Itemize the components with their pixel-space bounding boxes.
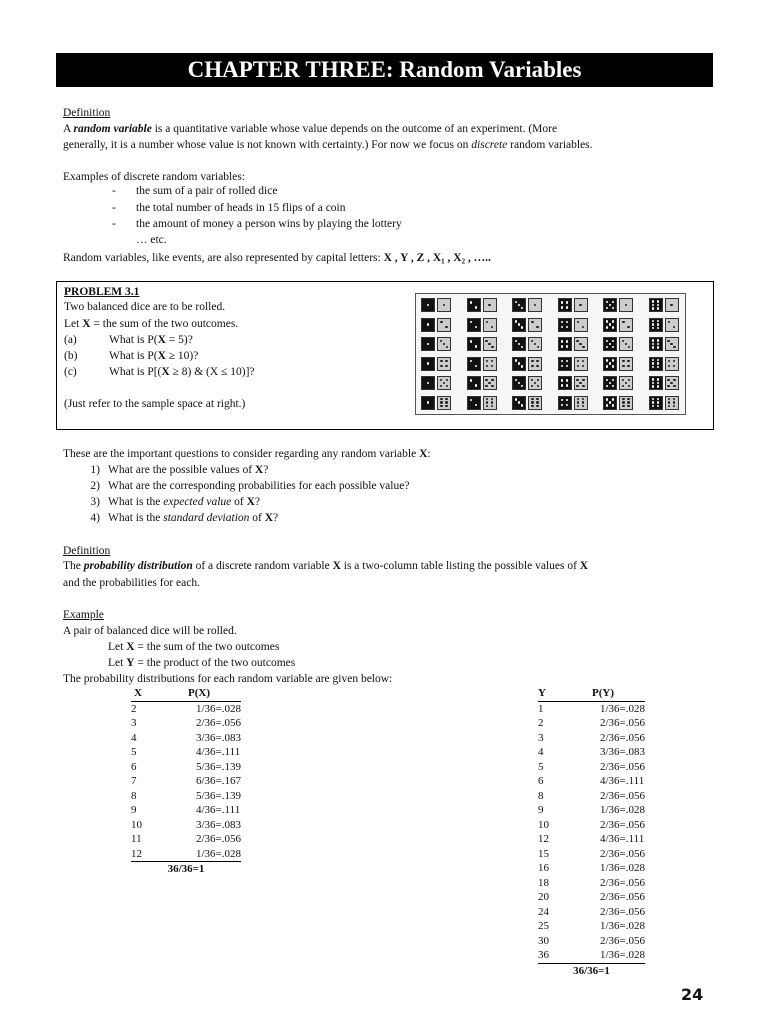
die-icon xyxy=(467,337,481,351)
value-cell: 9 xyxy=(538,804,544,816)
distribution-table-x xyxy=(131,686,241,877)
probability-cell: 1/36=.028 xyxy=(600,804,646,816)
table-row xyxy=(131,832,241,847)
die-icon xyxy=(558,376,572,390)
die-icon xyxy=(558,357,572,371)
table-row xyxy=(131,745,241,760)
table-row xyxy=(131,701,241,716)
dice-sample-space xyxy=(415,293,686,415)
example-let-y: Let Y = the product of the two outcomes xyxy=(108,657,296,669)
probability-cell: 2/36=.056 xyxy=(600,731,646,744)
die-icon xyxy=(467,318,481,332)
die-icon xyxy=(421,298,435,312)
die-icon xyxy=(467,357,481,371)
die-icon xyxy=(665,376,679,390)
value-cell: 30 xyxy=(538,934,549,947)
value-cell: 5 xyxy=(538,760,544,773)
probability-cell: 2/36=.056 xyxy=(600,818,646,831)
total-row xyxy=(131,862,241,877)
table-row xyxy=(538,890,645,905)
table-row xyxy=(538,919,645,934)
die-icon xyxy=(649,318,663,332)
die-icon xyxy=(665,318,679,332)
table-row xyxy=(538,789,645,804)
die-icon xyxy=(558,318,572,332)
value-cell: 12 xyxy=(538,833,549,845)
die-icon xyxy=(574,318,588,332)
table-row xyxy=(538,731,645,746)
die-icon xyxy=(574,396,588,410)
die-icon xyxy=(528,337,542,351)
definition-text-line2: generally, it is a number whose value is not known with certainty.) For now we focus on discrete random variables. xyxy=(63,139,593,151)
die-icon xyxy=(619,318,633,332)
value-cell: 3 xyxy=(131,717,137,729)
problem-part-c: (c) What is P[(X ≥ 8) & (X ≤ 10)]? xyxy=(64,366,255,378)
probability-cell: 2/36=.056 xyxy=(600,876,646,889)
die-icon xyxy=(619,337,633,351)
probability-cell: 1/36=.028 xyxy=(600,920,646,932)
table-row xyxy=(538,803,645,818)
value-cell: 11 xyxy=(131,833,142,845)
table-row xyxy=(538,716,645,731)
die-icon xyxy=(619,357,633,371)
die-icon xyxy=(437,376,451,390)
value-cell: 8 xyxy=(131,789,137,802)
value-cell: 1 xyxy=(538,702,544,715)
table-row xyxy=(538,760,645,775)
value-cell: 15 xyxy=(538,847,549,860)
die-icon xyxy=(421,318,435,332)
die-icon xyxy=(512,396,526,410)
example-line: The probability distributions for each random variable are given below: xyxy=(63,673,393,685)
die-icon xyxy=(483,376,497,390)
value-cell: 25 xyxy=(538,920,549,932)
column-header-px: P(X) xyxy=(180,686,241,701)
value-cell: 7 xyxy=(131,775,137,787)
die-icon xyxy=(483,357,497,371)
die-icon xyxy=(619,298,633,312)
value-cell: 4 xyxy=(538,746,544,758)
die-icon xyxy=(649,376,663,390)
die-icon xyxy=(558,298,572,312)
probability-cell: 3/36=.083 xyxy=(600,746,646,758)
value-cell: 9 xyxy=(131,804,137,816)
total-cell: 36/36=1 xyxy=(167,863,205,875)
die-icon xyxy=(467,376,481,390)
probability-cell: 1/36=.028 xyxy=(584,948,645,963)
examples-etc: … etc. xyxy=(136,234,167,246)
die-icon xyxy=(528,357,542,371)
page-number: 24 xyxy=(681,985,704,1004)
probability-cell: 3/36=.083 xyxy=(196,818,242,831)
table-row xyxy=(131,803,241,818)
probability-cell: 2/36=.056 xyxy=(600,847,646,860)
die-icon xyxy=(483,298,497,312)
column-header-x: X xyxy=(131,686,180,701)
die-icon xyxy=(483,396,497,410)
die-icon xyxy=(649,337,663,351)
die-icon xyxy=(558,396,572,410)
table-row xyxy=(131,774,241,789)
table-row xyxy=(538,745,645,760)
value-cell: 2 xyxy=(538,717,544,729)
die-icon xyxy=(574,337,588,351)
value-cell: 24 xyxy=(538,905,549,918)
die-icon xyxy=(603,396,617,410)
die-icon xyxy=(649,298,663,312)
value-cell: 16 xyxy=(538,862,549,874)
die-icon xyxy=(603,357,617,371)
example-let-x: Let X = the sum of the two outcomes xyxy=(108,641,280,653)
table-row xyxy=(131,716,241,731)
problem-part-b: (b) What is P(X ≥ 10)? xyxy=(64,350,199,362)
value-cell: 5 xyxy=(131,746,137,758)
chapter-title: CHAPTER THREE: Random Variables xyxy=(56,53,713,87)
die-icon xyxy=(437,357,451,371)
die-icon xyxy=(528,318,542,332)
die-icon xyxy=(512,318,526,332)
total-cell: 36/36=1 xyxy=(573,964,610,977)
die-icon xyxy=(619,396,633,410)
die-icon xyxy=(528,376,542,390)
die-icon xyxy=(437,396,451,410)
table-row xyxy=(131,847,241,862)
table-row xyxy=(131,789,241,804)
table-row xyxy=(538,861,645,876)
die-icon xyxy=(603,376,617,390)
die-icon xyxy=(603,298,617,312)
die-icon xyxy=(649,357,663,371)
table-row xyxy=(538,905,645,920)
probability-cell: 2/36=.056 xyxy=(600,905,646,918)
die-icon xyxy=(665,357,679,371)
table-row xyxy=(131,731,241,746)
probability-cell: 6/36=.167 xyxy=(196,775,242,787)
die-icon xyxy=(528,396,542,410)
die-icon xyxy=(512,376,526,390)
die-icon xyxy=(528,298,542,312)
definition-text-line1: A random variable is a quantitative variable whose value depends on the outcome of an experiment. (More xyxy=(63,123,558,135)
probability-cell: 4/36=.111 xyxy=(196,804,241,816)
problem-note: (Just refer to the sample space at right.) xyxy=(64,398,246,410)
value-cell: 18 xyxy=(538,876,549,889)
die-icon xyxy=(558,337,572,351)
die-icon xyxy=(665,337,679,351)
table-row xyxy=(538,948,645,963)
probability-cell: 2/36=.056 xyxy=(196,833,242,845)
probability-cell: 1/36=.028 xyxy=(196,702,242,715)
examples-intro: Examples of discrete random variables: xyxy=(63,171,246,183)
die-icon xyxy=(574,376,588,390)
total-row xyxy=(538,963,645,978)
die-icon xyxy=(603,337,617,351)
probability-cell: 2/36=.056 xyxy=(600,934,646,947)
example-heading: Example xyxy=(63,609,104,621)
value-cell: 6 xyxy=(538,775,544,787)
value-cell: 10 xyxy=(538,818,549,831)
value-cell: 10 xyxy=(131,818,142,831)
definition-text-line2: and the probabilities for each. xyxy=(63,577,200,589)
definition-text-line1: The probability distribution of a discrete random variable X is a two-column table listing the possible values of X xyxy=(63,560,589,572)
column-header-y: Y xyxy=(538,686,584,701)
table-row xyxy=(538,876,645,891)
probability-cell: 2/36=.056 xyxy=(196,717,242,729)
table-row xyxy=(131,760,241,775)
die-icon xyxy=(603,318,617,332)
die-icon xyxy=(619,376,633,390)
die-icon xyxy=(437,298,451,312)
die-icon xyxy=(512,357,526,371)
problem-line: Let X = the sum of the two outcomes. xyxy=(64,318,239,330)
table-row xyxy=(538,701,645,716)
problem-line: Two balanced dice are to be rolled. xyxy=(64,301,226,313)
die-icon xyxy=(574,298,588,312)
example-line: A pair of balanced dice will be rolled. xyxy=(63,625,237,637)
definition-heading: Definition xyxy=(63,545,111,557)
table-row xyxy=(538,832,645,847)
value-cell: 3 xyxy=(538,731,544,744)
die-icon xyxy=(512,298,526,312)
die-icon xyxy=(421,357,435,371)
value-cell: 8 xyxy=(538,789,544,802)
probability-cell: 4/36=.111 xyxy=(600,775,645,787)
die-icon xyxy=(421,376,435,390)
value-cell: 20 xyxy=(538,891,549,903)
problem-part-a: (a) What is P(X = 5)? xyxy=(64,334,193,346)
definition-heading: Definition xyxy=(63,107,111,119)
probability-cell: 2/36=.056 xyxy=(600,717,646,729)
die-icon xyxy=(467,396,481,410)
probability-cell: 1/36=.028 xyxy=(180,847,241,862)
value-cell: 4 xyxy=(131,731,137,744)
table-row xyxy=(131,818,241,833)
probability-cell: 2/36=.056 xyxy=(600,789,646,802)
die-icon xyxy=(665,396,679,410)
probability-cell: 5/36=.139 xyxy=(196,760,242,773)
die-icon xyxy=(483,318,497,332)
distribution-table-y xyxy=(538,686,645,978)
probability-cell: 3/36=.083 xyxy=(196,731,242,744)
column-header-py: P(Y) xyxy=(584,686,645,701)
probability-cell: 2/36=.056 xyxy=(600,760,646,773)
value-cell: 36 xyxy=(538,948,584,963)
table-row xyxy=(538,847,645,862)
value-cell: 12 xyxy=(131,847,180,862)
die-icon xyxy=(421,396,435,410)
die-icon xyxy=(574,357,588,371)
die-icon xyxy=(649,396,663,410)
value-cell: 6 xyxy=(131,760,137,773)
probability-cell: 4/36=.111 xyxy=(600,833,645,845)
probability-cell: 4/36=.111 xyxy=(196,746,241,758)
table-row xyxy=(538,774,645,789)
value-cell: 2 xyxy=(131,702,137,715)
table-row xyxy=(538,934,645,949)
die-icon xyxy=(467,298,481,312)
table-row xyxy=(538,818,645,833)
die-icon xyxy=(483,337,497,351)
questions-intro: These are the important questions to consider regarding any random variable X: xyxy=(63,448,431,460)
die-icon xyxy=(512,337,526,351)
probability-cell: 2/36=.056 xyxy=(600,891,646,903)
problem-title: PROBLEM 3.1 xyxy=(64,286,140,298)
die-icon xyxy=(665,298,679,312)
probability-cell: 1/36=.028 xyxy=(600,702,646,715)
probability-cell: 5/36=.139 xyxy=(196,789,242,802)
capital-letters-line: Random variables, like events, are also represented by capital letters: X , Y , Z , X₁ , X₂ , ….. xyxy=(63,252,491,264)
probability-cell: 1/36=.028 xyxy=(600,862,646,874)
die-icon xyxy=(421,337,435,351)
die-icon xyxy=(437,318,451,332)
problem-box xyxy=(56,281,714,430)
die-icon xyxy=(437,337,451,351)
